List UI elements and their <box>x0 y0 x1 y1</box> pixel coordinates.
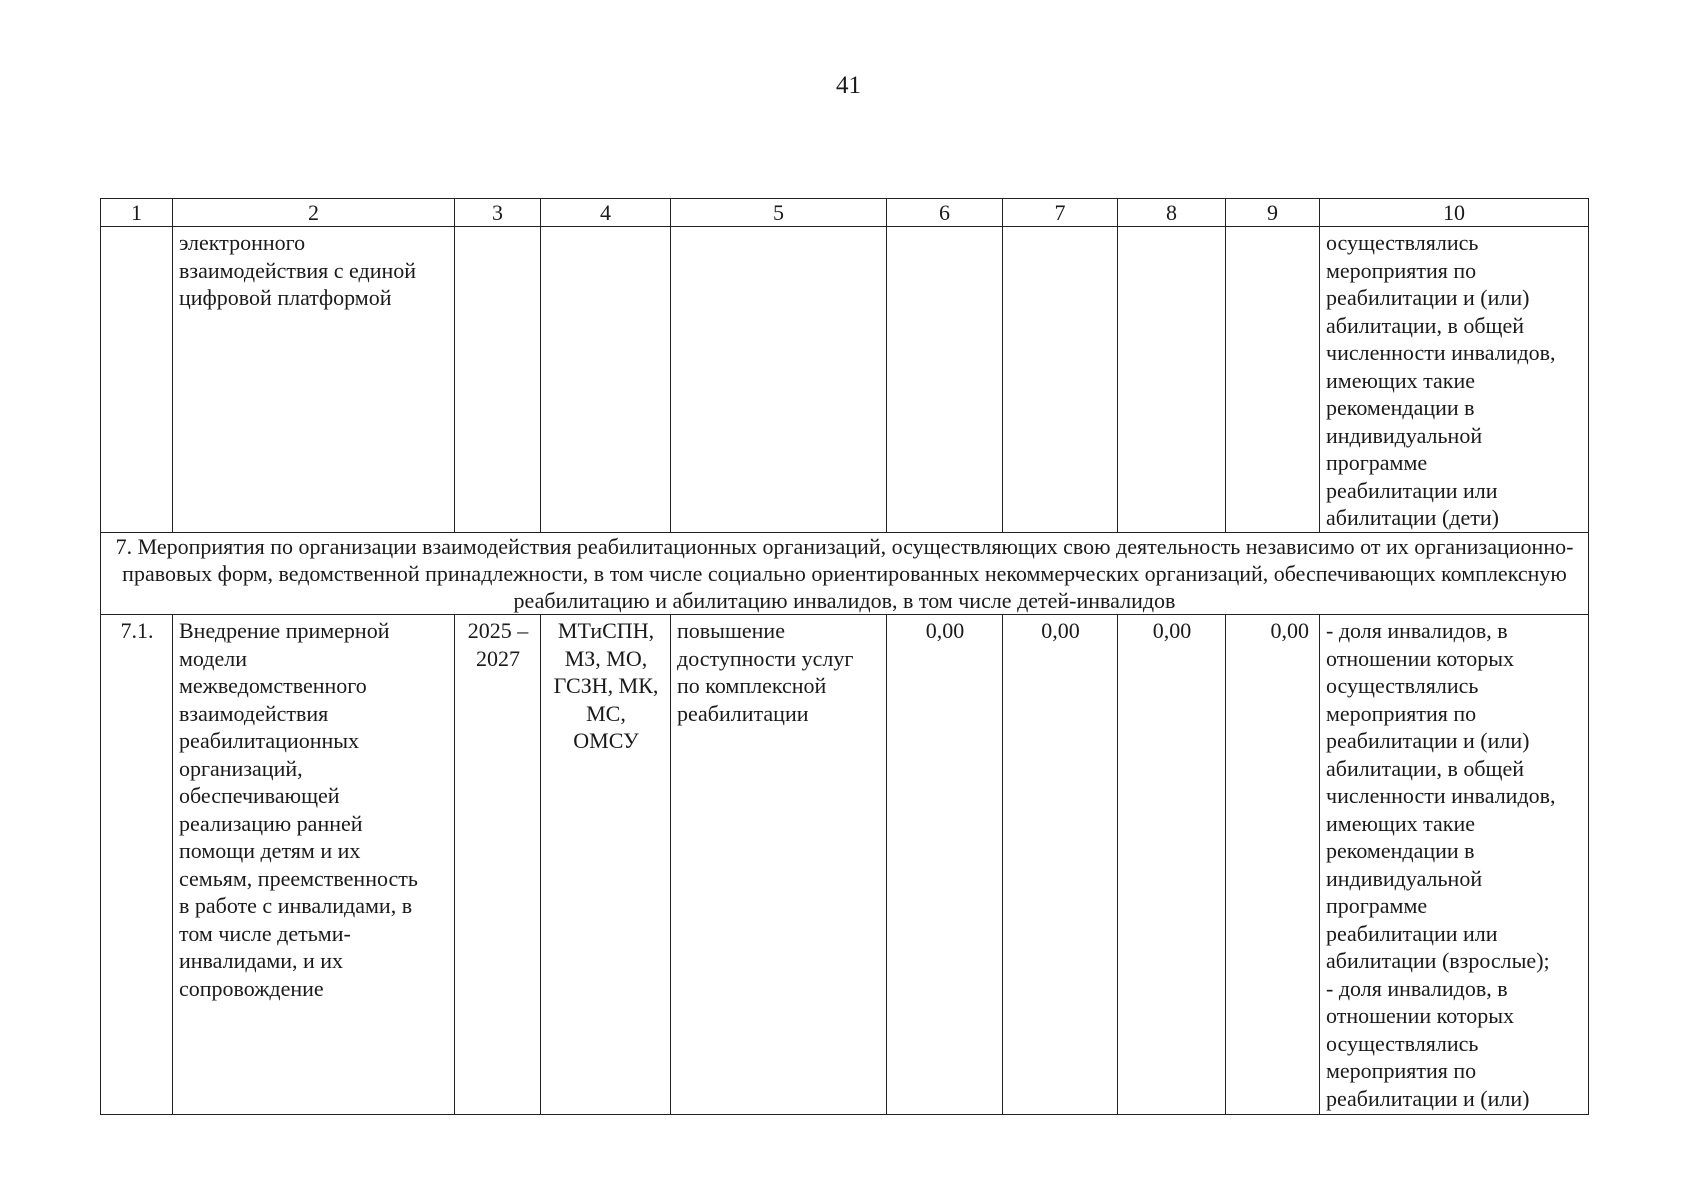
table-row <box>101 615 1589 1115</box>
column-header: 10 <box>1320 199 1589 227</box>
column-header: 3 <box>455 199 541 227</box>
table-cell <box>1003 227 1118 533</box>
table-cell <box>1118 227 1226 533</box>
column-header: 9 <box>1226 199 1320 227</box>
column-header: 2 <box>173 199 455 227</box>
table-cell <box>101 227 173 533</box>
table-cell <box>455 227 541 533</box>
table-cell <box>1226 227 1320 533</box>
indicator-cell: осуществлялись мероприятия по реабилитации и (или) абилитации, в общей численности инвалидов, имеющих такие рекомендации в индивидуальной программе реабилитации или абилитации (дети) <box>1320 227 1589 533</box>
measure-name-cell: электронного взаимодействия с единой цифровой платформой <box>173 227 455 533</box>
indicator-cell: - доля инвалидов, в отношении которых осуществлялись мероприятия по реабилитации и (или) абилитации, в общей численности инвалидов, имеющих такие рекомендации в индивидуальной программе реабилитации или абилитации (взрослые); - доля инвалидов, в отношении которых осуществлялись мероприятия по реабилитации и (или) <box>1320 615 1589 1115</box>
column-header: 5 <box>671 199 887 227</box>
measures-table <box>100 198 1589 1115</box>
table-cell <box>887 227 1003 533</box>
table-cell <box>671 227 887 533</box>
section-title: 7. Мероприятия по организации взаимодействия реабилитационных организаций, осуществляющих свою деятельность независимо от их организационно-правовых форм, ведомственной принадлежности, в том числе социально ориентированных некоммерческих организаций, обеспечивающих комплексную реабилитацию и абилитацию инвалидов, в том числе детей-инвалидов <box>101 533 1589 615</box>
funding-cell: 0,00 <box>1118 615 1226 1115</box>
column-number-row <box>101 199 1589 227</box>
funding-cell: 0,00 <box>1003 615 1118 1115</box>
section-heading-row <box>101 533 1589 615</box>
funding-cell: 0,00 <box>887 615 1003 1115</box>
column-header: 1 <box>101 199 173 227</box>
table-row <box>101 227 1589 533</box>
column-header: 4 <box>541 199 671 227</box>
column-header: 7 <box>1003 199 1118 227</box>
funding-cell: 0,00 <box>1226 615 1320 1115</box>
column-header: 6 <box>887 199 1003 227</box>
table-cell <box>541 227 671 533</box>
page-number: 41 <box>836 72 861 99</box>
executors-cell: МТиСПН, МЗ, МО, ГСЗН, МК, МС, ОМСУ <box>541 615 671 1115</box>
item-number-cell: 7.1. <box>101 615 173 1115</box>
period-cell: 2025 – 2027 <box>455 615 541 1115</box>
column-header: 8 <box>1118 199 1226 227</box>
measure-name-cell: Внедрение примерной модели межведомственного взаимодействия реабилитационных организаций, обеспечивающей реализацию ранней помощи детям и их семьям, преемственность в работе с инвалидами, в том числе детьми- инвалидами, и их сопровождение <box>173 615 455 1115</box>
result-cell: повышение доступности услуг по комплексной реабилитации <box>671 615 887 1115</box>
